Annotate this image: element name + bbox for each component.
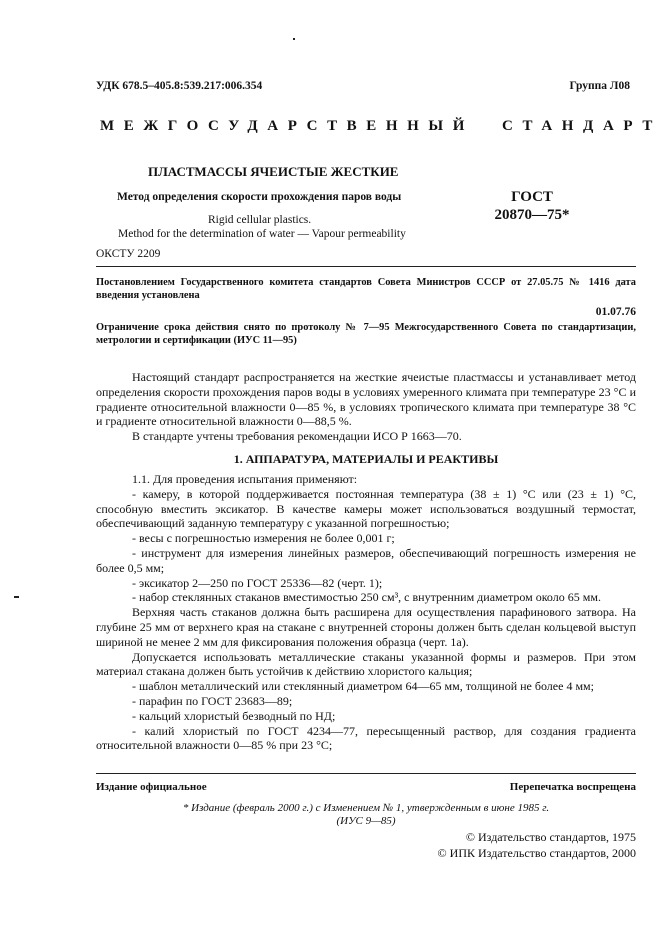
intro-block: [96, 370, 636, 444]
footer-divider: [96, 773, 636, 774]
copyright-2: © ИПК Издательство стандартов, 2000: [437, 846, 636, 860]
intro-paragraph: В стандарте учтены требования рекомендации ИСО Р 1663—70.: [132, 429, 462, 444]
list-item: - кальций хлористый безводный по НД;: [132, 708, 336, 723]
english-title-2: Method for the determination of water — Vapour permeability: [118, 228, 406, 240]
introduction-date: 01.07.76: [595, 306, 636, 318]
divider: [96, 266, 636, 267]
official-edition: Издание официальное: [96, 781, 207, 793]
edition-line-2: (ИУС 9—85): [336, 815, 396, 827]
english-title-1: Rigid cellular plastics.: [208, 214, 312, 226]
list-item: - весы с погрешностью измерения не более 0,001 г;: [132, 531, 395, 546]
list-item: - инструмент для измерения линейных размеров, обеспечивающий погрешность измерения не более 0,5 мм;: [96, 545, 636, 575]
intro-paragraph: Настоящий стандарт распространяется на жесткие ячеистые пластмассы и устанавливает метод определения скорости прохождения паров воды в условиях умеренного климата при температуре 23 °С и градиенте относительной влажности 0—85 %, в условиях тропического климата при температуре 38 °С и градиенте относительной влажности 0—88,5 %.: [96, 370, 636, 429]
edition-line-1: * Издание (февраль 2000 г.) с Изменением № 1, утвержденным в июне 1985 г.: [182, 802, 550, 814]
body-paragraph: Верхняя часть стаканов должна быть расширена для осуществления парафинового затвора. На глубине 25 мм от верхнего края на стакане с внутренней стороны должен быть сделан кольцевой выступ шириной не менее 2 мм для фиксирования положения образца (черт. 1а).: [96, 605, 636, 649]
banner-left: МЕЖГОСУДАРСТВЕННЫЙ: [100, 118, 475, 134]
scan-speck: [293, 38, 295, 40]
body-paragraph: 1.1. Для проведения испытания применяют:: [132, 472, 358, 486]
list-item: - набор стеклянных стаканов вместимостью 250 см³, с внутренним диаметром около 65 мм.: [132, 590, 601, 605]
udk-code: УДК 678.5–405.8:539.217:006.354: [96, 80, 263, 92]
list-item: - эксикатор 2—250 по ГОСТ 25336—82 (черт. 1);: [132, 575, 383, 590]
list-item: - шаблон металлический или стеклянный диаметром 64—65 мм, толщиной не более 4 мм;: [132, 679, 594, 694]
list-item: - калий хлористый по ГОСТ 4234—77, пересыщенный раствор, для создания градиента относительной влажности 0—85 % при 23 °С;: [96, 723, 636, 753]
standard-subtitle: Метод определения скорости прохождения паров воды: [117, 191, 402, 203]
list-item: - парафин по ГОСТ 23683—89;: [132, 693, 293, 708]
reprint-notice: Перепечатка воспрещена: [509, 781, 636, 793]
list-item: - камеру, в которой поддерживается постоянная температура (38 ± 1) °С или (23 ± 1) °С, способную вместить эксикатор. В качестве камеры может использоваться воздушный термостат, обеспечивающий заданную температуру с указанной погрешностью;: [96, 486, 636, 531]
banner-right: СТАНДАРТ: [502, 118, 662, 134]
gost-label: ГОСТ: [511, 189, 553, 205]
gost-designation: [492, 188, 572, 224]
okstu-code: ОКСТУ 2209: [96, 248, 161, 260]
gost-number: 20870—75*: [494, 207, 570, 223]
scan-speck: [14, 596, 19, 598]
standard-title: ПЛАСТМАССЫ ЯЧЕИСТЫЕ ЖЕСТКИЕ: [148, 164, 399, 179]
standard-banner: [100, 118, 662, 135]
copyright-1: © Издательство стандартов, 1975: [465, 830, 636, 844]
limit-note: Ограничение срока действия снято по протоколу № 7—95 Межгосударственного Совета по стандартизации, метрологии и сертификации (ИУС 11—95): [96, 322, 636, 346]
section-body: [96, 472, 636, 753]
edition-note: [96, 802, 636, 828]
body-paragraph: Допускается использовать металлические стаканы указанной формы и размеров. При этом материал стакана должен быть устойчив к действию хлористого кальция;: [96, 649, 636, 679]
section-heading: 1. АППАРАТУРА, МАТЕРИАЛЫ И РЕАКТИВЫ: [233, 452, 499, 466]
group-code: Группа Л08: [569, 80, 630, 92]
decree-text: Постановлением Государственного комитета стандартов Совета Министров СССР от 27.05.75 № 1416 дата введения установлена: [96, 277, 636, 301]
